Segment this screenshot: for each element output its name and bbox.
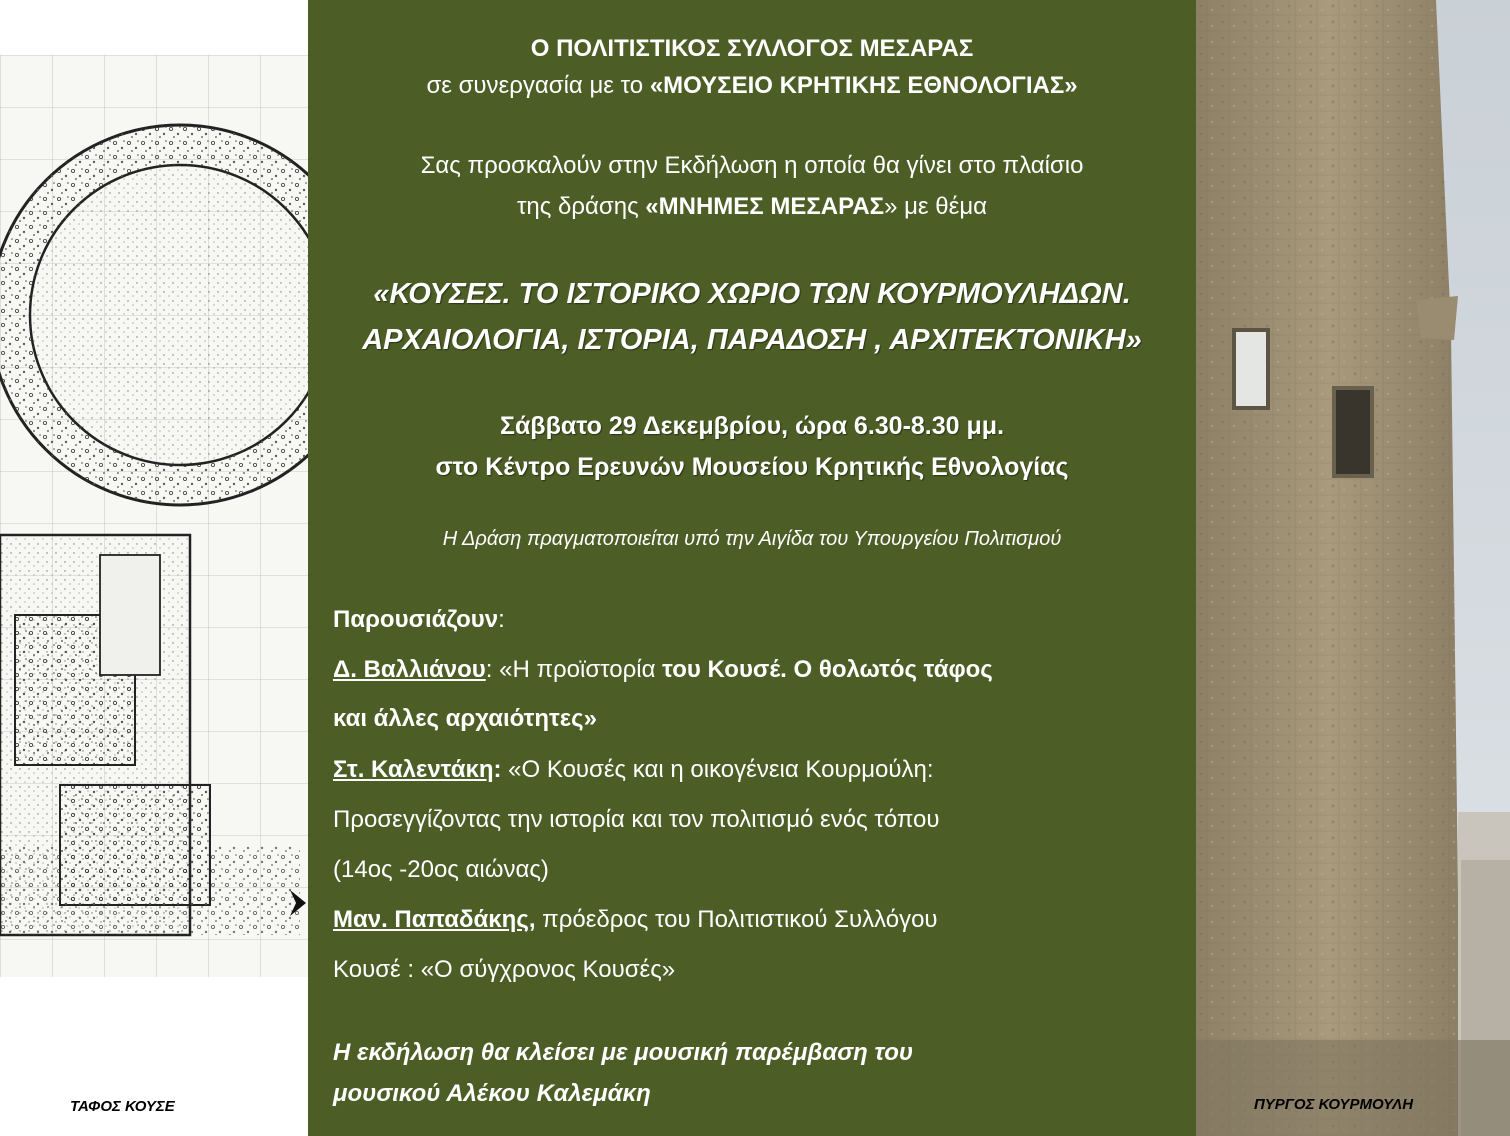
organizer-name: Ο ΠΟΛΙΤΙΣΤΙΚΟΣ ΣΥΛΛΟΓΟΣ ΜΕΣΑΡΑΣ: [530, 35, 974, 62]
presenter-3-text: πρόεδρος του Πολιτιστικού Συλλόγου: [535, 906, 938, 933]
partner-name: «ΜΟΥΣΕΙΟ ΚΡΗΤΙΚΗΣ ΕΘΝΟΛΟΓΙΑΣ»: [649, 72, 1078, 99]
presenter-2-text: «Ο Κουσές και η οικογένεια Κουρμούλη:: [501, 756, 934, 783]
invite-line-1: Σας προσκαλούν στην Εκδήλωση η οποία θα γίνει στο πλαίσιο: [420, 152, 1084, 179]
invitation-panel: [308, 0, 1196, 1136]
invite-suffix: » με θέμα: [884, 193, 988, 220]
presenters-label: Παρουσιάζουν: [333, 606, 499, 633]
presenter-1-text: : «Η προϊστορία: [485, 656, 663, 683]
theme-line-2: ΑΡΧΑΙΟΛΟΓΙΑ, ΙΣΤΟΡΙΑ, ΠΑΡΑΔΟΣΗ , ΑΡΧΙΤΕΚΤΟΝΙΚΗ»: [362, 324, 1142, 356]
caption-tower: ΠΥΡΓΟΣ ΚΟΥΡΜΟΥΛΗ: [1254, 1096, 1414, 1113]
event-date: Σάββατο 29 Δεκεμβρίου, ώρα 6.30-8.30 μμ.: [499, 412, 1005, 440]
closing-line-2: μουσικού Αλέκου Καλεμάκη: [333, 1080, 651, 1107]
action-name: «ΜΝΗΜΕΣ ΜΕΣΑΡΑΣ: [645, 193, 885, 220]
presenter-3-line-2: Κουσέ : «Ο σύγχρονος Κουσές»: [333, 956, 676, 983]
presenter-3-name: Μαν. Παπαδάκης: [333, 906, 529, 933]
theme-line-1: «ΚΟΥΣΕΣ. ΤΟ ΙΣΤΟΡΙΚΟ ΧΩΡΙΟ ΤΩΝ ΚΟΥΡΜΟΥΛΗΔΩΝ.: [373, 278, 1131, 310]
presenter-3: [333, 906, 938, 934]
presenter-1-name: Δ. Βαλλιάνου: [333, 656, 486, 683]
presenter-2: [333, 756, 934, 784]
presenter-3-comma: ,: [528, 906, 536, 933]
presenter-1-topic: του Κουσέ. Ο θολωτός τάφος: [662, 656, 993, 683]
presenter-2-name: Στ. Καλεντάκη: [333, 756, 494, 783]
organizer-line: [308, 35, 1196, 63]
caption-tomb: ΤΑΦΟΣ ΚΟΥΣΕ: [70, 1098, 175, 1115]
presenters-colon: :: [498, 606, 505, 633]
closing-line-1: Η εκδήλωση θα κλείσει με μουσική παρέμβαση του: [333, 1039, 914, 1066]
presenter-2-line-3: (14ος -20ος αιώνας): [333, 856, 549, 883]
presenter-1-line-2: και άλλες αρχαιότητες»: [333, 705, 597, 732]
presenter-2-line-2: Προσεγγίζοντας την ιστορία και τον πολιτισμό ενός τόπου: [333, 806, 940, 833]
invite-line-2: [308, 193, 1196, 221]
presenters-heading: [333, 606, 505, 634]
partner-line: [308, 72, 1196, 100]
tomb-plan-drawing: [0, 55, 308, 977]
presenter-1: [333, 656, 993, 684]
invite-prefix: της δράσης: [516, 193, 646, 220]
presenter-2-colon: :: [493, 756, 502, 783]
partner-prefix: σε συνεργασία με το: [426, 72, 650, 99]
auspices-text: Η Δράση πραγματοποιείται υπό την Αιγίδα του Υπουργείου Πολιτισμού: [442, 528, 1062, 550]
tower-photo: [1196, 0, 1510, 1136]
event-venue: στο Κέντρο Ερευνών Μουσείου Κρητικής Εθνολογίας: [435, 453, 1069, 481]
